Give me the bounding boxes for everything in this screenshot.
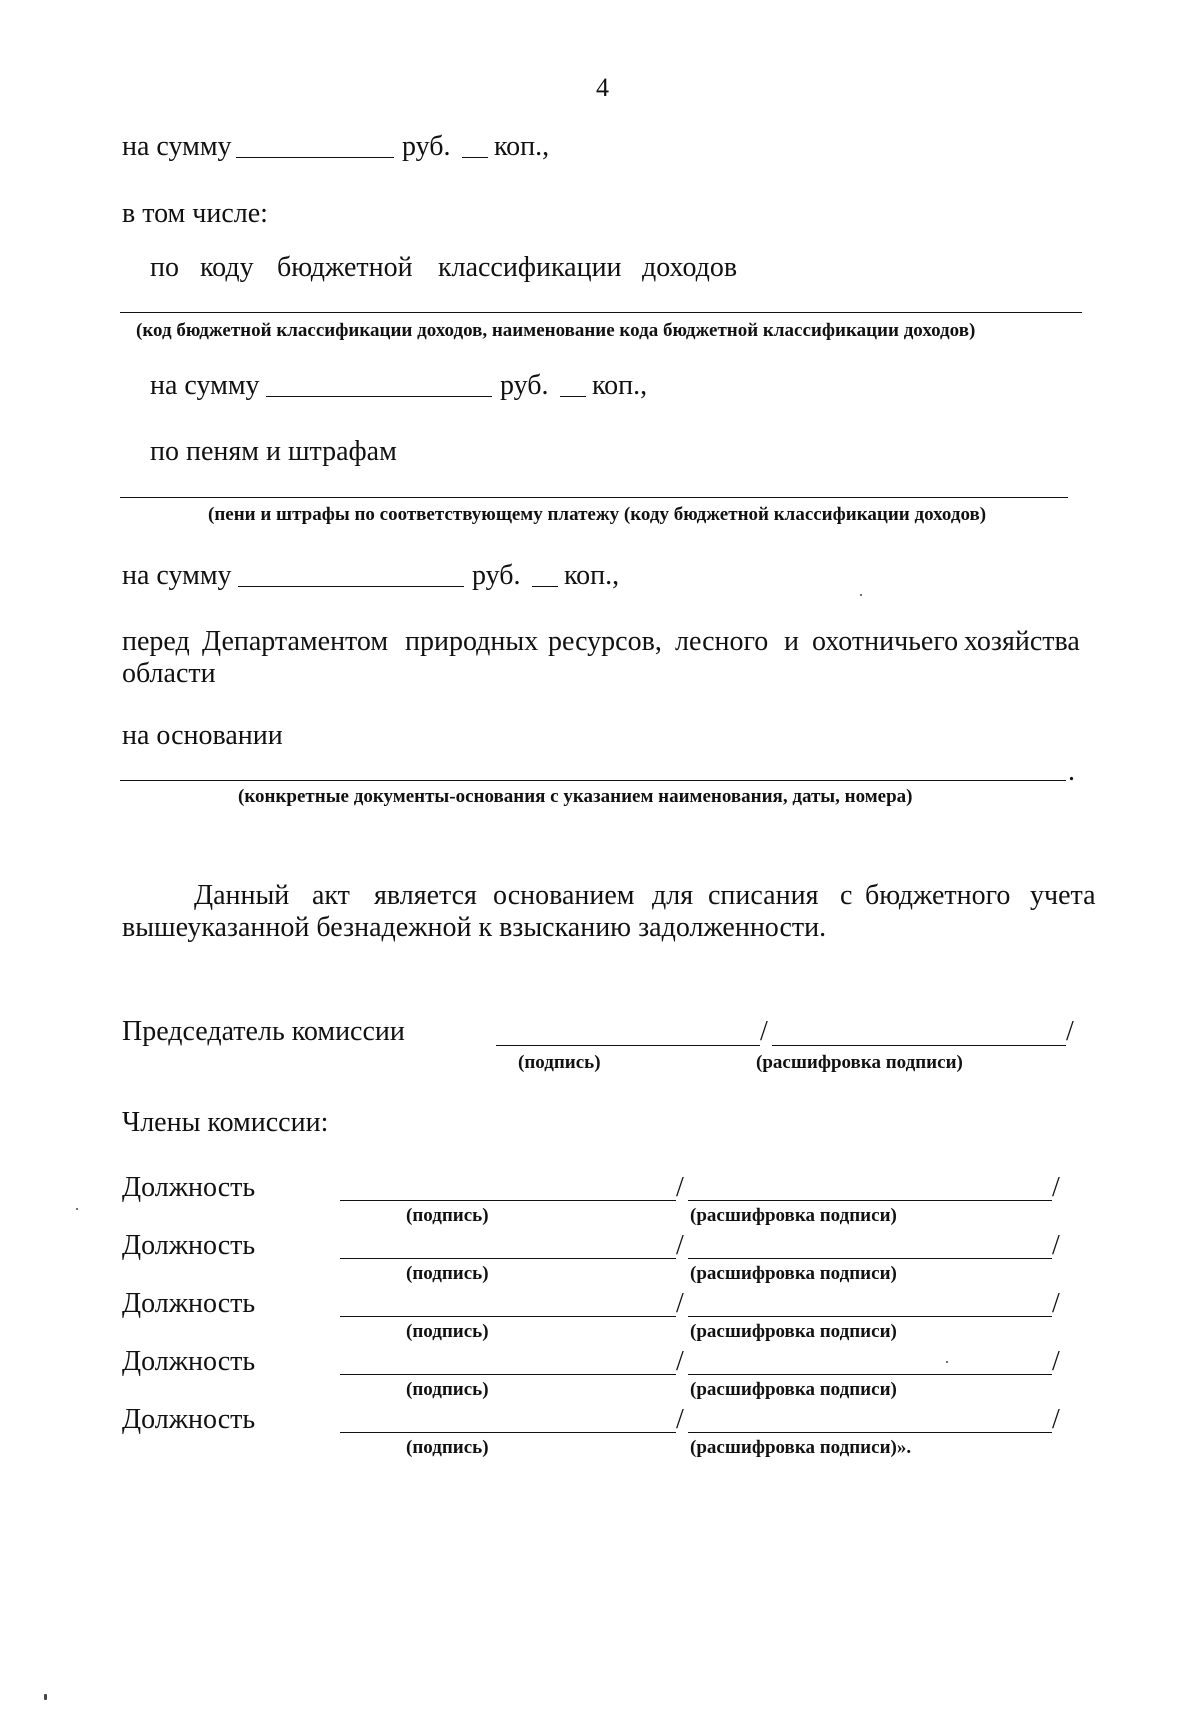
chairman-decode-caption: (расшифровка подписи) [756, 1052, 963, 1073]
kbk-word-1: по [150, 252, 179, 283]
scan-speck [946, 1361, 948, 1363]
kop-blank-2 [560, 396, 586, 397]
dept-word-8: хозяйства [964, 626, 1080, 657]
sum-label-1: на сумму [122, 131, 232, 162]
chairman-slash-1: / [760, 1016, 768, 1047]
member-decode-line [688, 1258, 1052, 1259]
kbk-word-4: классификации [438, 252, 622, 283]
rub-label-3: руб. [472, 560, 521, 591]
dept-line-2: области [122, 658, 216, 689]
member-slash-2: / [1052, 1230, 1060, 1261]
member-slash-1: / [676, 1288, 684, 1319]
member-decode-line [688, 1374, 1052, 1375]
act-word-4: основанием [493, 880, 635, 911]
member-slash-1: / [676, 1346, 684, 1377]
sum-blank-1 [236, 157, 394, 158]
kop-label-2: коп., [592, 370, 648, 401]
member-signature-caption: (подпись) [406, 1263, 489, 1284]
sum-blank-2 [266, 396, 492, 397]
act-word-9: учета [1030, 880, 1096, 911]
kbk-word-3: бюджетной [277, 252, 413, 283]
chairman-slash-2: / [1066, 1016, 1074, 1047]
member-signature-line [340, 1258, 676, 1259]
member-decode-caption: (расшифровка подписи) [690, 1263, 897, 1284]
kbk-caption: (код бюджетной классификации доходов, наименование кода бюджетной классификации доходов) [136, 320, 976, 341]
rub-label-1: руб. [402, 131, 451, 162]
sum-blank-3 [238, 586, 464, 587]
member-decode-caption: (расшифровка подписи) [690, 1205, 897, 1226]
member-slash-2: / [1052, 1404, 1060, 1435]
penalties-caption: (пени и штрафы по соответствующему платежу (коду бюджетной классификации доходов) [208, 504, 987, 525]
member-signature-caption: (подпись) [406, 1321, 489, 1342]
member-decode-caption: (расшифровка подписи) [690, 1321, 897, 1342]
scan-speck [860, 594, 862, 596]
act-word-5: для [652, 880, 694, 911]
member-position-label: Должность [122, 1404, 256, 1435]
kop-label-1: коп., [494, 131, 550, 162]
including-label: в том числе: [122, 198, 268, 229]
member-slash-1: / [676, 1172, 684, 1203]
page-number: 4 [596, 73, 609, 102]
rub-label-2: руб. [500, 370, 549, 401]
act-word-6: списания [708, 880, 819, 911]
member-signature-line [340, 1200, 676, 1201]
act-word-2: акт [312, 880, 350, 911]
dept-word-2: Департаментом [202, 626, 389, 657]
member-slash-2: / [1052, 1346, 1060, 1377]
act-word-7: с [840, 880, 853, 911]
members-label: Члены комиссии: [122, 1107, 329, 1138]
member-position-label: Должность [122, 1172, 256, 1203]
act-word-1: Данный [194, 880, 290, 911]
chairman-decode-line [772, 1045, 1066, 1046]
kop-label-3: коп., [564, 560, 620, 591]
member-signature-line [340, 1316, 676, 1317]
member-slash-1: / [676, 1404, 684, 1435]
dept-word-1: перед [122, 626, 190, 657]
scan-speck [44, 1694, 47, 1700]
kbk-blank-line [120, 312, 1082, 313]
member-position-label: Должность [122, 1346, 256, 1377]
dept-word-4: ресурсов, [548, 626, 662, 657]
dept-word-5: лесного [675, 626, 769, 657]
member-slash-2: / [1052, 1288, 1060, 1319]
act-line-2: вышеуказанной безнадежной к взысканию задолженности. [122, 912, 827, 943]
member-decode-line [688, 1316, 1052, 1317]
member-signature-caption: (подпись) [406, 1437, 489, 1458]
chairman-signature-caption: (подпись) [518, 1052, 601, 1073]
sum-label-2: на сумму [150, 370, 260, 401]
act-word-3: является [374, 880, 477, 911]
member-signature-caption: (подпись) [406, 1379, 489, 1400]
member-position-label: Должность [122, 1230, 256, 1261]
kbk-word-5: доходов [642, 252, 738, 283]
kop-blank-1 [462, 157, 488, 158]
dept-word-7: охотничьего [812, 626, 959, 657]
chairman-signature-line [496, 1045, 760, 1046]
member-signature-caption: (подпись) [406, 1205, 489, 1226]
kop-blank-3 [532, 586, 558, 587]
penalties-label: по пеням и штрафам [150, 436, 397, 467]
member-decode-caption: (расшифровка подписи)». [690, 1437, 912, 1458]
member-position-label: Должность [122, 1288, 256, 1319]
sum-label-3: на сумму [122, 560, 232, 591]
member-slash-2: / [1052, 1172, 1060, 1203]
scan-speck [76, 1208, 78, 1210]
member-signature-line [340, 1374, 676, 1375]
basis-blank-line [120, 780, 1066, 781]
dept-word-6: и [784, 626, 799, 657]
member-slash-1: / [676, 1230, 684, 1261]
dept-word-3: природных [405, 626, 539, 657]
act-word-8: бюджетного [865, 880, 1011, 911]
member-decode-caption: (расшифровка подписи) [690, 1379, 897, 1400]
member-signature-line [340, 1432, 676, 1433]
penalties-blank-line [120, 497, 1068, 498]
basis-period: . [1068, 756, 1075, 787]
member-decode-line [688, 1200, 1052, 1201]
member-decode-line [688, 1432, 1052, 1433]
kbk-word-2: коду [200, 252, 254, 283]
basis-caption: (конкретные документы-основания с указанием наименования, даты, номера) [238, 786, 913, 807]
chairman-label: Председатель комиссии [122, 1016, 405, 1047]
basis-label: на основании [122, 720, 283, 751]
